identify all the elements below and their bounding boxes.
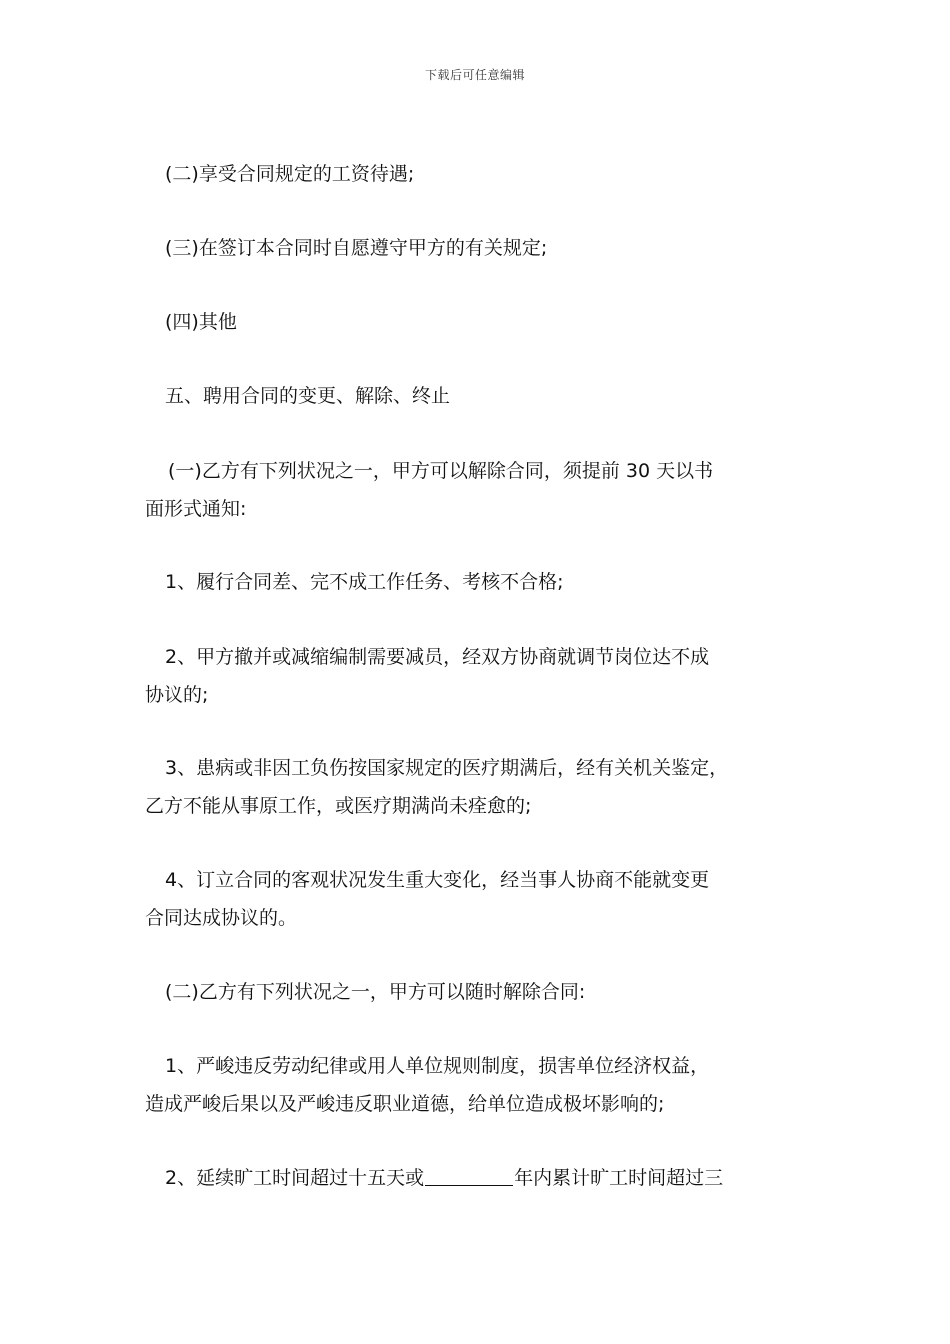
paragraph-line: 面形式通知: bbox=[145, 498, 247, 520]
paragraph-termination-notice bbox=[145, 452, 825, 528]
paragraph-line: (四)其他 bbox=[165, 311, 237, 333]
paragraph-immediate-termination bbox=[145, 973, 845, 1011]
list-item bbox=[145, 563, 845, 601]
list-item bbox=[145, 1047, 825, 1123]
paragraph-line: 乙方不能从事原工作，或医疗期满尚未痊愈的; bbox=[145, 795, 532, 817]
paragraph-line: (二)乙方有下列状况之一，甲方可以随时解除合同: bbox=[165, 981, 586, 1003]
text-segment: 年内累计旷工时间超过三 bbox=[514, 1167, 724, 1189]
paragraph-line: 协议的; bbox=[145, 684, 209, 706]
paragraph-line: 4、订立合同的客观状况发生重大变化，经当事人协商不能就变更 bbox=[165, 869, 710, 891]
list-item bbox=[145, 638, 825, 714]
paragraph-rules bbox=[145, 229, 845, 267]
paragraph-line: 3、患病或非因工负伤按国家规定的医疗期满后，经有关机关鉴定， bbox=[165, 757, 729, 779]
paragraph-line: (二)享受合同规定的工资待遇; bbox=[165, 163, 415, 185]
paragraph-line: (一)乙方有下列状况之一，甲方可以解除合同，须提前 30 天以书 bbox=[168, 460, 714, 482]
paragraph-salary bbox=[145, 155, 845, 193]
page-header: 下载后可任意编辑 bbox=[424, 68, 525, 82]
paragraph-line: 1、严峻违反劳动纪律或用人单位规则制度，损害单位经济权益， bbox=[165, 1055, 710, 1077]
paragraph-other bbox=[145, 303, 845, 341]
list-item bbox=[145, 749, 825, 825]
paragraph-line: (三)在签订本合同时自愿遵守甲方的有关规定; bbox=[165, 237, 548, 259]
section-heading bbox=[145, 377, 845, 415]
paragraph-line: 合同达成协议的。 bbox=[145, 907, 298, 929]
text-segment: 2、延续旷工时间超过十五天或 bbox=[165, 1167, 425, 1189]
list-item bbox=[145, 861, 825, 937]
paragraph-line: 2、甲方撤并或减缩编制需要减员，经双方协商就调节岗位达不成 bbox=[165, 646, 710, 668]
section-title: 五、聘用合同的变更、解除、终止 bbox=[165, 385, 451, 407]
paragraph-line: 1、履行合同差、完不成工作任务、考核不合格; bbox=[165, 571, 564, 593]
list-item bbox=[145, 1159, 845, 1197]
fill-in-blank[interactable] bbox=[425, 1167, 513, 1186]
paragraph-line bbox=[165, 1159, 845, 1197]
paragraph-line: 造成严峻后果以及严峻违反职业道德，给单位造成极坏影响的; bbox=[145, 1093, 665, 1115]
